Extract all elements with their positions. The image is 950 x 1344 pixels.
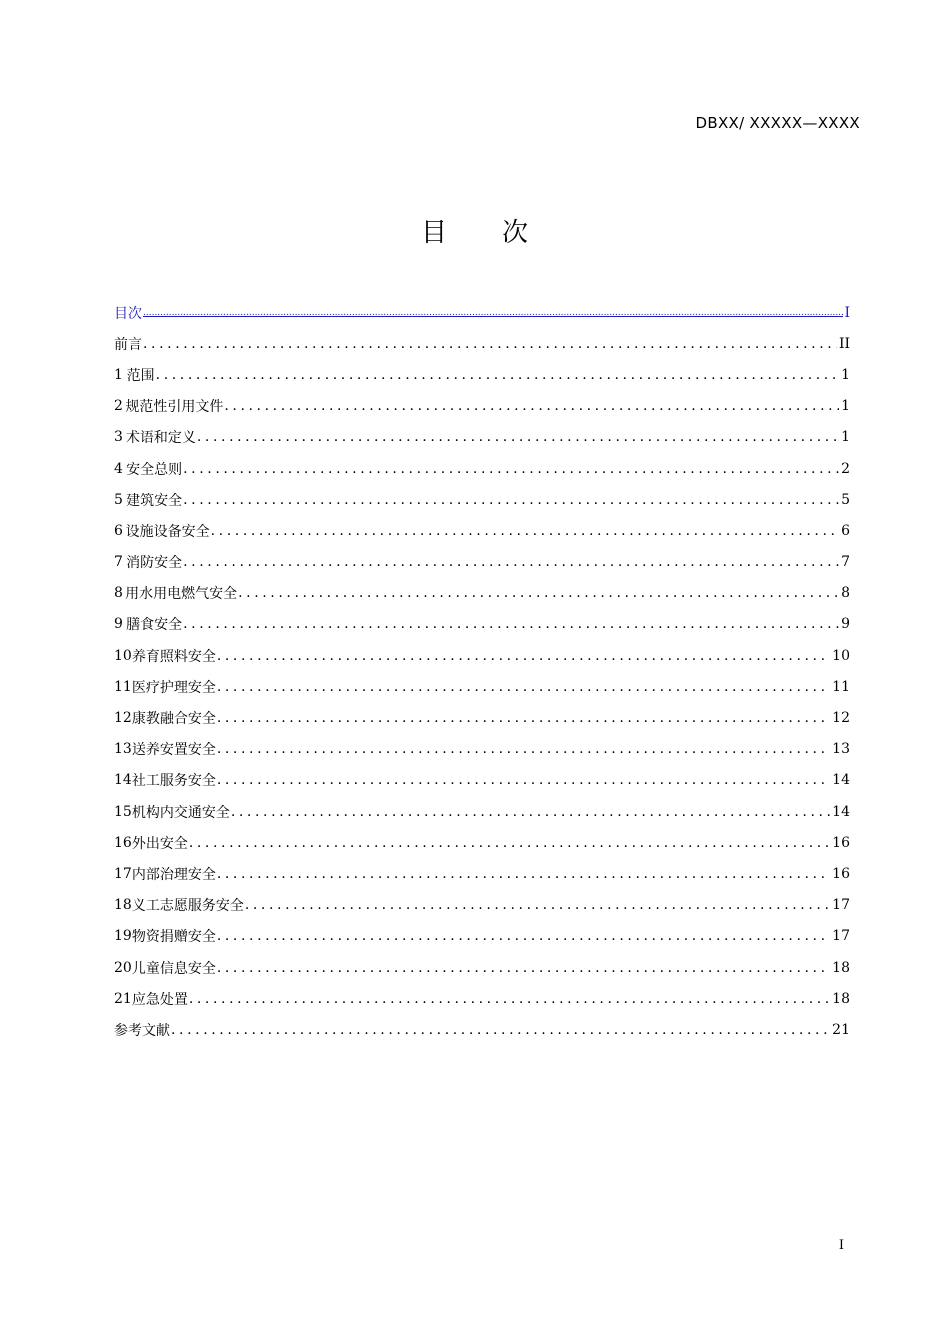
toc-entry-page: 13 <box>832 741 850 758</box>
toc-entry[interactable] <box>114 827 850 858</box>
toc-entry-number: 10 <box>114 647 132 664</box>
toc-entry-label: 前言 <box>114 336 142 353</box>
toc-entry-leader <box>217 648 830 664</box>
toc-entry-leader <box>211 523 839 539</box>
toc-entry-label: 养育照料安全 <box>131 648 216 665</box>
toc-entry-page: 21 <box>832 1021 850 1038</box>
toc-entry-leader <box>217 741 830 757</box>
toc-entry-number: 6 <box>114 522 123 539</box>
toc-entry[interactable] <box>114 484 850 515</box>
toc-entry-label: 内部治理安全 <box>131 866 216 883</box>
toc-entry-contents[interactable] <box>114 297 850 328</box>
toc-entry-page: 14 <box>832 772 850 789</box>
toc-entry-label: 康教融合安全 <box>131 711 216 728</box>
toc-entry-leader <box>231 804 830 820</box>
toc-entry-leader <box>143 308 843 318</box>
toc-entry[interactable] <box>114 734 850 765</box>
page-number: I <box>838 1238 844 1253</box>
toc-entry[interactable] <box>114 578 850 609</box>
toc-entry-leader <box>183 554 839 570</box>
toc-entry-page: 1 <box>841 366 850 383</box>
toc-entry-page: 14 <box>832 803 850 820</box>
toc-entry-label: 机构内交通安全 <box>131 804 230 821</box>
toc-entry-page: II <box>838 335 850 352</box>
toc-entry[interactable] <box>114 890 850 921</box>
toc-entry-leader <box>197 429 839 445</box>
toc-entry-page: 16 <box>832 834 850 851</box>
toc-entry-label: 送养安置安全 <box>131 742 216 759</box>
toc-entry-number: 21 <box>114 990 132 1007</box>
toc-entry-page: 18 <box>832 990 850 1007</box>
toc-entry[interactable] <box>114 422 850 453</box>
toc-entry-label: 参考文献 <box>114 1022 170 1039</box>
toc-entry-page: 9 <box>841 616 850 633</box>
toc-entry[interactable] <box>114 391 850 422</box>
toc-entry-label: 儿童信息安全 <box>131 960 216 977</box>
toc-entry-page: 18 <box>832 959 850 976</box>
toc-entry-number: 17 <box>114 865 132 882</box>
toc-entry-leader <box>217 710 830 726</box>
toc-entry-page: 11 <box>832 678 850 695</box>
toc-entry-label: 应急处置 <box>131 991 188 1008</box>
toc-entry-leader <box>217 679 830 695</box>
toc-entry-page: 17 <box>832 928 850 945</box>
toc-entry-leader <box>171 1022 830 1038</box>
toc-entry-leader <box>224 398 839 414</box>
toc-entry-label: 社工服务安全 <box>131 773 216 790</box>
toc-entry-leader <box>217 960 830 976</box>
toc-entry[interactable] <box>114 547 850 578</box>
toc-entry-page: 10 <box>832 647 850 664</box>
toc-entry[interactable] <box>114 609 850 640</box>
document-code: DBXX/ XXXXX—XXXX <box>695 114 860 132</box>
toc-entry-label: 安全总则 <box>126 461 183 478</box>
toc-entry-number: 13 <box>114 741 132 758</box>
toc-entry[interactable] <box>114 515 850 546</box>
toc-entry-leader <box>189 835 830 851</box>
toc-entry[interactable] <box>114 796 850 827</box>
toc-entry-number: 2 <box>114 398 123 415</box>
toc-entry-leader <box>156 367 839 383</box>
toc-entry-label: 范围 <box>126 367 155 384</box>
toc-entry-number: 3 <box>114 429 123 446</box>
toc-entry-number: 16 <box>114 834 132 851</box>
toc-entry[interactable] <box>114 921 850 952</box>
toc-entry-leader <box>245 897 830 913</box>
toc-entry-number: 5 <box>114 491 123 508</box>
toc-entry[interactable] <box>114 328 850 359</box>
toc-entry[interactable] <box>114 359 850 390</box>
toc-entry-number: 18 <box>114 897 132 914</box>
toc-entry-label: 术语和定义 <box>125 430 196 447</box>
toc-entry-page: 17 <box>832 897 850 914</box>
toc-entry-page: 16 <box>832 865 850 882</box>
toc-entry-label: 义工志愿服务安全 <box>131 898 244 915</box>
toc-entry-number: 11 <box>114 678 132 695</box>
toc-entry[interactable] <box>114 453 850 484</box>
toc-entry-number: 1 <box>114 366 123 383</box>
toc-entry-page: 5 <box>841 491 850 508</box>
title-char-2: 次 <box>502 218 530 248</box>
toc-entry[interactable] <box>114 640 850 671</box>
toc-entry-number: 7 <box>114 554 123 571</box>
toc-entry-leader <box>217 866 830 882</box>
toc-entry-label: 建筑安全 <box>126 492 183 509</box>
toc-entry-label: 外出安全 <box>131 835 188 852</box>
toc-entry-number: 4 <box>114 460 123 477</box>
toc-entry-leader <box>183 616 839 632</box>
toc-entry-label: 规范性引用文件 <box>125 399 224 416</box>
toc-entry-leader <box>183 461 839 477</box>
toc-entry-number: 15 <box>114 803 132 820</box>
toc-entry-leader <box>143 336 837 352</box>
toc-entry-leader <box>217 928 830 944</box>
toc-entry-number: 19 <box>114 928 132 945</box>
toc-entry-page: 12 <box>832 710 850 727</box>
toc-entry[interactable] <box>114 983 850 1014</box>
toc-entry-page: 8 <box>841 585 850 602</box>
toc-entry-number: 14 <box>114 772 132 789</box>
toc-entry[interactable] <box>114 702 850 733</box>
toc-entry[interactable] <box>114 765 850 796</box>
toc-entry[interactable] <box>114 671 850 702</box>
toc-entry-label: 设施设备安全 <box>125 523 210 540</box>
toc-entry-number: 20 <box>114 959 132 976</box>
toc-entry-page: 6 <box>841 522 850 539</box>
toc-entry-label: 用水用电燃气安全 <box>125 586 238 603</box>
toc-entry[interactable] <box>114 1014 850 1045</box>
toc-entry-page[interactable]: I <box>844 304 850 321</box>
title-char-1: 目 <box>420 218 448 248</box>
toc-entry-leader <box>183 492 839 508</box>
table-of-contents <box>114 297 850 1046</box>
toc-entry-page: 7 <box>841 554 850 571</box>
toc-entry-label: 物资捐赠安全 <box>131 929 216 946</box>
toc-entry-page: 1 <box>841 398 850 415</box>
toc-entry-page: 2 <box>841 460 850 477</box>
toc-entry-number: 8 <box>114 585 123 602</box>
toc-entry-label: 膳食安全 <box>126 617 183 634</box>
toc-entry-leader <box>238 585 839 601</box>
toc-entry[interactable] <box>114 952 850 983</box>
toc-entry-label: 消防安全 <box>126 555 183 572</box>
toc-entry-leader <box>189 991 830 1007</box>
toc-entry-label[interactable]: 目次 <box>114 305 142 322</box>
page-title <box>0 212 950 249</box>
toc-entry-leader <box>217 772 830 788</box>
toc-entry-label: 医疗护理安全 <box>131 679 216 696</box>
toc-entry-number: 12 <box>114 710 132 727</box>
toc-entry-number: 9 <box>114 616 123 633</box>
toc-entry[interactable] <box>114 858 850 889</box>
toc-entry-page: 1 <box>841 429 850 446</box>
